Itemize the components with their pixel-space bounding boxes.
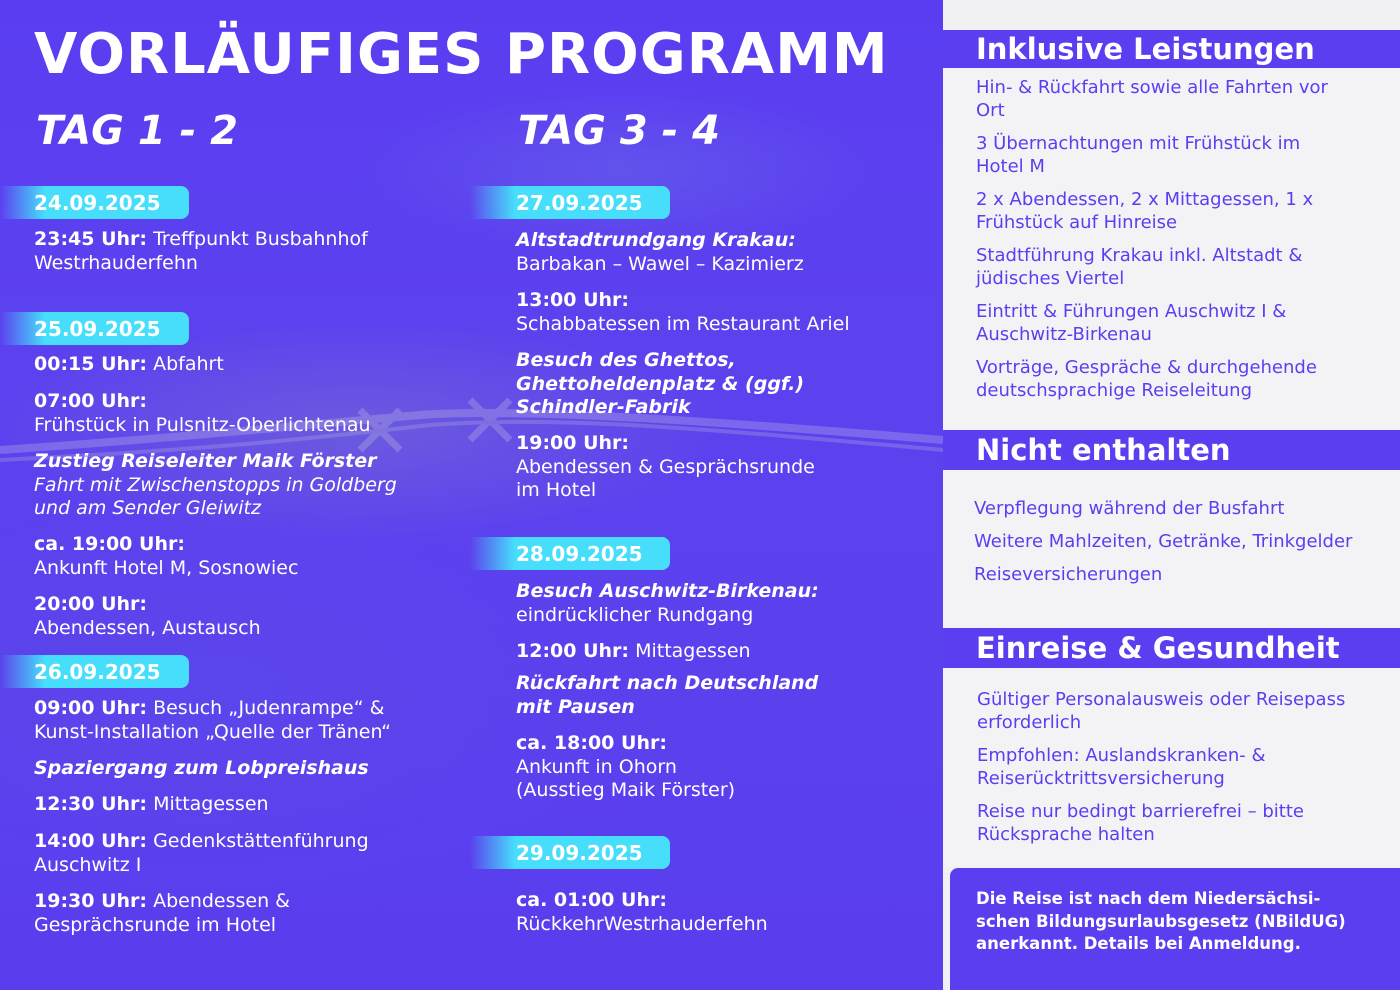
entry-line bbox=[34, 721, 454, 745]
entry-text: im Hotel bbox=[516, 479, 597, 501]
note-line: Die Reise ist nach dem Niedersächsi- bbox=[976, 889, 1321, 908]
schedule-entry bbox=[34, 533, 454, 580]
entry-text: Abendessen, Austausch bbox=[34, 616, 261, 639]
entry-line bbox=[34, 914, 454, 938]
entry-line bbox=[516, 432, 916, 456]
list-item-line: Auschwitz-Birkenau bbox=[976, 324, 1152, 345]
note-line: anerkannt. Details bei Anmeldung. bbox=[976, 934, 1301, 953]
list-item-line: Verpflegung während der Busfahrt bbox=[974, 498, 1285, 519]
list-item-line: Reise nur bedingt barrierefrei – bitte bbox=[977, 801, 1304, 822]
entry-text: Besuch Auschwitz-Birkenau: bbox=[516, 580, 819, 602]
schedule-entry bbox=[34, 830, 454, 877]
entry-line bbox=[516, 732, 916, 756]
entry-text: Treffpunkt Busbahnhof bbox=[147, 228, 368, 250]
entry-text: Frühstück in Pulsnitz-Oberlichtenau bbox=[34, 413, 371, 436]
entry-text: 12:30 Uhr: bbox=[34, 793, 148, 815]
entry-text: RückkehrWestrhauderfehn bbox=[516, 912, 768, 935]
entry-text: 19:30 Uhr: bbox=[34, 890, 148, 912]
entry-line bbox=[516, 913, 916, 937]
list-item-line: Stadtführung Krakau inkl. Altstadt & bbox=[976, 245, 1303, 266]
date-bar: 28.09.2025 bbox=[470, 537, 670, 570]
page-title: VORLÄUFIGES PROGRAMM bbox=[34, 22, 889, 87]
entry-line bbox=[516, 313, 916, 337]
entry-line bbox=[34, 228, 454, 252]
entry-text: Altstadtrundgang Krakau: bbox=[516, 229, 796, 251]
date-bar: 26.09.2025 bbox=[0, 655, 189, 688]
schedule-entry bbox=[34, 390, 454, 437]
entry-text: Abendessen & bbox=[147, 890, 290, 912]
entry-line bbox=[34, 793, 454, 817]
entry-line bbox=[516, 672, 916, 696]
entry-line bbox=[34, 450, 454, 474]
list-item-line: Rücksprache halten bbox=[977, 824, 1155, 845]
entry-text: Schindler-Fabrik bbox=[516, 396, 691, 418]
entry-line bbox=[516, 696, 916, 720]
entry-line bbox=[34, 252, 454, 276]
entry-text: Kunst-Installation „Quelle der Tränen“ bbox=[34, 720, 391, 743]
schedule-entry bbox=[516, 432, 916, 503]
list-item-line: Ort bbox=[976, 100, 1005, 121]
entry-text: Fahrt mit Zwischenstopps in Goldberg bbox=[34, 473, 397, 496]
entry-line bbox=[516, 640, 916, 664]
entry-text: Besuch „Judenrampe“ & bbox=[147, 697, 385, 719]
schedule-entry bbox=[34, 890, 454, 937]
list-item-line: Eintritt & Führungen Auschwitz I & bbox=[976, 301, 1287, 322]
entry-text: Gedenkstättenführung bbox=[147, 830, 369, 852]
list-item-line: Empfohlen: Auslandskranken- & bbox=[977, 745, 1266, 766]
column-heading-day-1-2: TAG 1 - 2 bbox=[36, 108, 239, 154]
schedule-entry bbox=[34, 757, 454, 781]
schedule-entry bbox=[34, 593, 454, 640]
entry-line bbox=[34, 474, 454, 498]
list-item-line: Hotel M bbox=[976, 156, 1045, 177]
list-item-line: 2 x Abendessen, 2 x Mittagessen, 1 x bbox=[976, 189, 1314, 210]
list-item-line: Frühstück auf Hinreise bbox=[976, 212, 1178, 233]
note-line: schen Bildungsurlaubsgesetz (NBildUG) bbox=[976, 911, 1346, 931]
schedule-entry bbox=[516, 640, 916, 664]
entry-line bbox=[34, 854, 454, 878]
schedule-entry bbox=[516, 672, 916, 719]
entry-text: Schabbatessen im Restaurant Ariel bbox=[516, 312, 850, 335]
entry-text: 13:00 Uhr: bbox=[516, 289, 630, 311]
entry-line bbox=[34, 697, 454, 721]
entry-text: (Ausstieg Maik Förster) bbox=[516, 779, 736, 801]
entry-text: Ghettoheldenplatz & (ggf.) bbox=[516, 372, 805, 395]
entry-line bbox=[516, 373, 916, 397]
list-item bbox=[977, 688, 1377, 734]
list-item bbox=[974, 563, 1374, 586]
column-heading-day-3-4: TAG 3 - 4 bbox=[518, 108, 721, 154]
entry-line bbox=[516, 580, 916, 604]
entry-line bbox=[34, 593, 454, 617]
schedule-entry bbox=[516, 289, 916, 336]
entry-text: ca. 01:00 Uhr: bbox=[516, 889, 667, 911]
entry-text: eindrücklicher Rundgang bbox=[516, 603, 754, 626]
schedule-entry bbox=[516, 732, 916, 803]
list-item-line: Weitere Mahlzeiten, Getränke, Trinkgelder bbox=[974, 531, 1353, 552]
entry-line bbox=[34, 890, 454, 914]
schedule-entry bbox=[516, 229, 916, 276]
list-item bbox=[974, 497, 1374, 520]
entry-text: 09:00 Uhr: bbox=[34, 697, 148, 719]
entry-text: 12:00 Uhr: bbox=[516, 640, 630, 662]
nicht-enthalten-heading: Nicht enthalten bbox=[943, 430, 1400, 470]
entry-text: Abfahrt bbox=[147, 353, 224, 375]
date-bar: 29.09.2025 bbox=[470, 836, 670, 869]
entry-line bbox=[516, 229, 916, 253]
entry-line bbox=[516, 289, 916, 313]
entry-line bbox=[516, 253, 916, 277]
entry-text: mit Pausen bbox=[516, 695, 635, 718]
entry-text: Abendessen & Gesprächsrunde bbox=[516, 455, 815, 478]
entry-text: 14:00 Uhr: bbox=[34, 830, 148, 852]
entry-text: Besuch des Ghettos, bbox=[516, 349, 736, 371]
list-item-line: Gültiger Personalausweis oder Reisepass bbox=[977, 689, 1346, 710]
schedule-entry bbox=[34, 450, 454, 521]
entry-line bbox=[516, 756, 916, 780]
entry-text: 07:00 Uhr: bbox=[34, 390, 148, 412]
list-item-line: Hin- & Rückfahrt sowie alle Fahrten vor bbox=[976, 77, 1328, 98]
entry-text: Mittagessen bbox=[629, 640, 751, 662]
list-item bbox=[974, 530, 1374, 553]
entry-text: Zustieg Reiseleiter Maik Förster bbox=[34, 450, 377, 472]
info-panel bbox=[943, 0, 1400, 990]
entry-text: Mittagessen bbox=[147, 793, 269, 815]
entry-line bbox=[516, 456, 916, 480]
entry-line bbox=[34, 533, 454, 557]
bildungsurlaub-note bbox=[950, 868, 1400, 990]
entry-text: 20:00 Uhr: bbox=[34, 593, 148, 615]
entry-text: Gesprächsrunde im Hotel bbox=[34, 913, 277, 936]
entry-line bbox=[516, 349, 916, 373]
entry-text: und am Sender Gleiwitz bbox=[34, 497, 261, 519]
entry-text: Barbakan – Wawel – Kazimierz bbox=[516, 252, 804, 275]
entry-line bbox=[516, 604, 916, 628]
entry-text: Rückfahrt nach Deutschland bbox=[516, 672, 819, 694]
date-bar: 27.09.2025 bbox=[470, 186, 670, 219]
schedule-entry bbox=[34, 353, 454, 377]
einreise-heading: Einreise & Gesundheit bbox=[943, 628, 1400, 668]
schedule-entry bbox=[516, 349, 916, 420]
entry-text: ca. 19:00 Uhr: bbox=[34, 533, 185, 555]
list-item bbox=[976, 300, 1376, 346]
entry-line bbox=[34, 830, 454, 854]
entry-line bbox=[34, 353, 454, 377]
list-item-line: Reiseversicherungen bbox=[974, 564, 1163, 585]
entry-line bbox=[516, 479, 916, 503]
list-item-line: erforderlich bbox=[977, 712, 1082, 733]
schedule-entry bbox=[34, 697, 454, 744]
list-item bbox=[977, 744, 1377, 790]
entry-text: Spaziergang zum Lobpreishaus bbox=[34, 757, 369, 779]
list-item-line: 3 Übernachtungen mit Frühstück im bbox=[976, 133, 1301, 154]
entry-text: Ankunft in Ohorn bbox=[516, 755, 677, 778]
entry-text: Westrhauderfehn bbox=[34, 251, 198, 274]
entry-line bbox=[516, 396, 916, 420]
entry-text: 19:00 Uhr: bbox=[516, 432, 630, 454]
schedule-entry bbox=[516, 580, 916, 627]
inklusive-heading: Inklusive Leistungen bbox=[943, 30, 1400, 68]
entry-line bbox=[34, 497, 454, 521]
list-item bbox=[976, 132, 1376, 178]
list-item bbox=[976, 188, 1376, 234]
list-item-line: jüdisches Viertel bbox=[976, 268, 1125, 289]
list-item bbox=[977, 800, 1377, 846]
entry-text: Ankunft Hotel M, Sosnowiec bbox=[34, 556, 299, 579]
entry-line bbox=[34, 757, 454, 781]
entry-text: Auschwitz I bbox=[34, 853, 142, 876]
entry-text: ca. 18:00 Uhr: bbox=[516, 732, 667, 754]
date-bar: 25.09.2025 bbox=[0, 312, 189, 345]
entry-line bbox=[34, 557, 454, 581]
list-item bbox=[976, 356, 1376, 402]
entry-line bbox=[516, 889, 916, 913]
schedule-entry bbox=[34, 228, 454, 275]
list-item bbox=[976, 244, 1376, 290]
date-bar: 24.09.2025 bbox=[0, 186, 189, 219]
schedule-entry bbox=[34, 793, 454, 817]
schedule-entry bbox=[516, 889, 916, 936]
entry-line bbox=[34, 390, 454, 414]
list-item-line: deutschsprachige Reiseleitung bbox=[976, 380, 1253, 401]
list-item-line: Reiserücktrittsversicherung bbox=[977, 768, 1225, 789]
entry-line bbox=[516, 779, 916, 803]
list-item bbox=[976, 76, 1376, 122]
entry-line bbox=[34, 414, 454, 438]
entry-line bbox=[34, 617, 454, 641]
entry-text: 23:45 Uhr: bbox=[34, 228, 148, 250]
list-item-line: Vorträge, Gespräche & durchgehende bbox=[976, 357, 1317, 378]
entry-text: 00:15 Uhr: bbox=[34, 353, 148, 375]
